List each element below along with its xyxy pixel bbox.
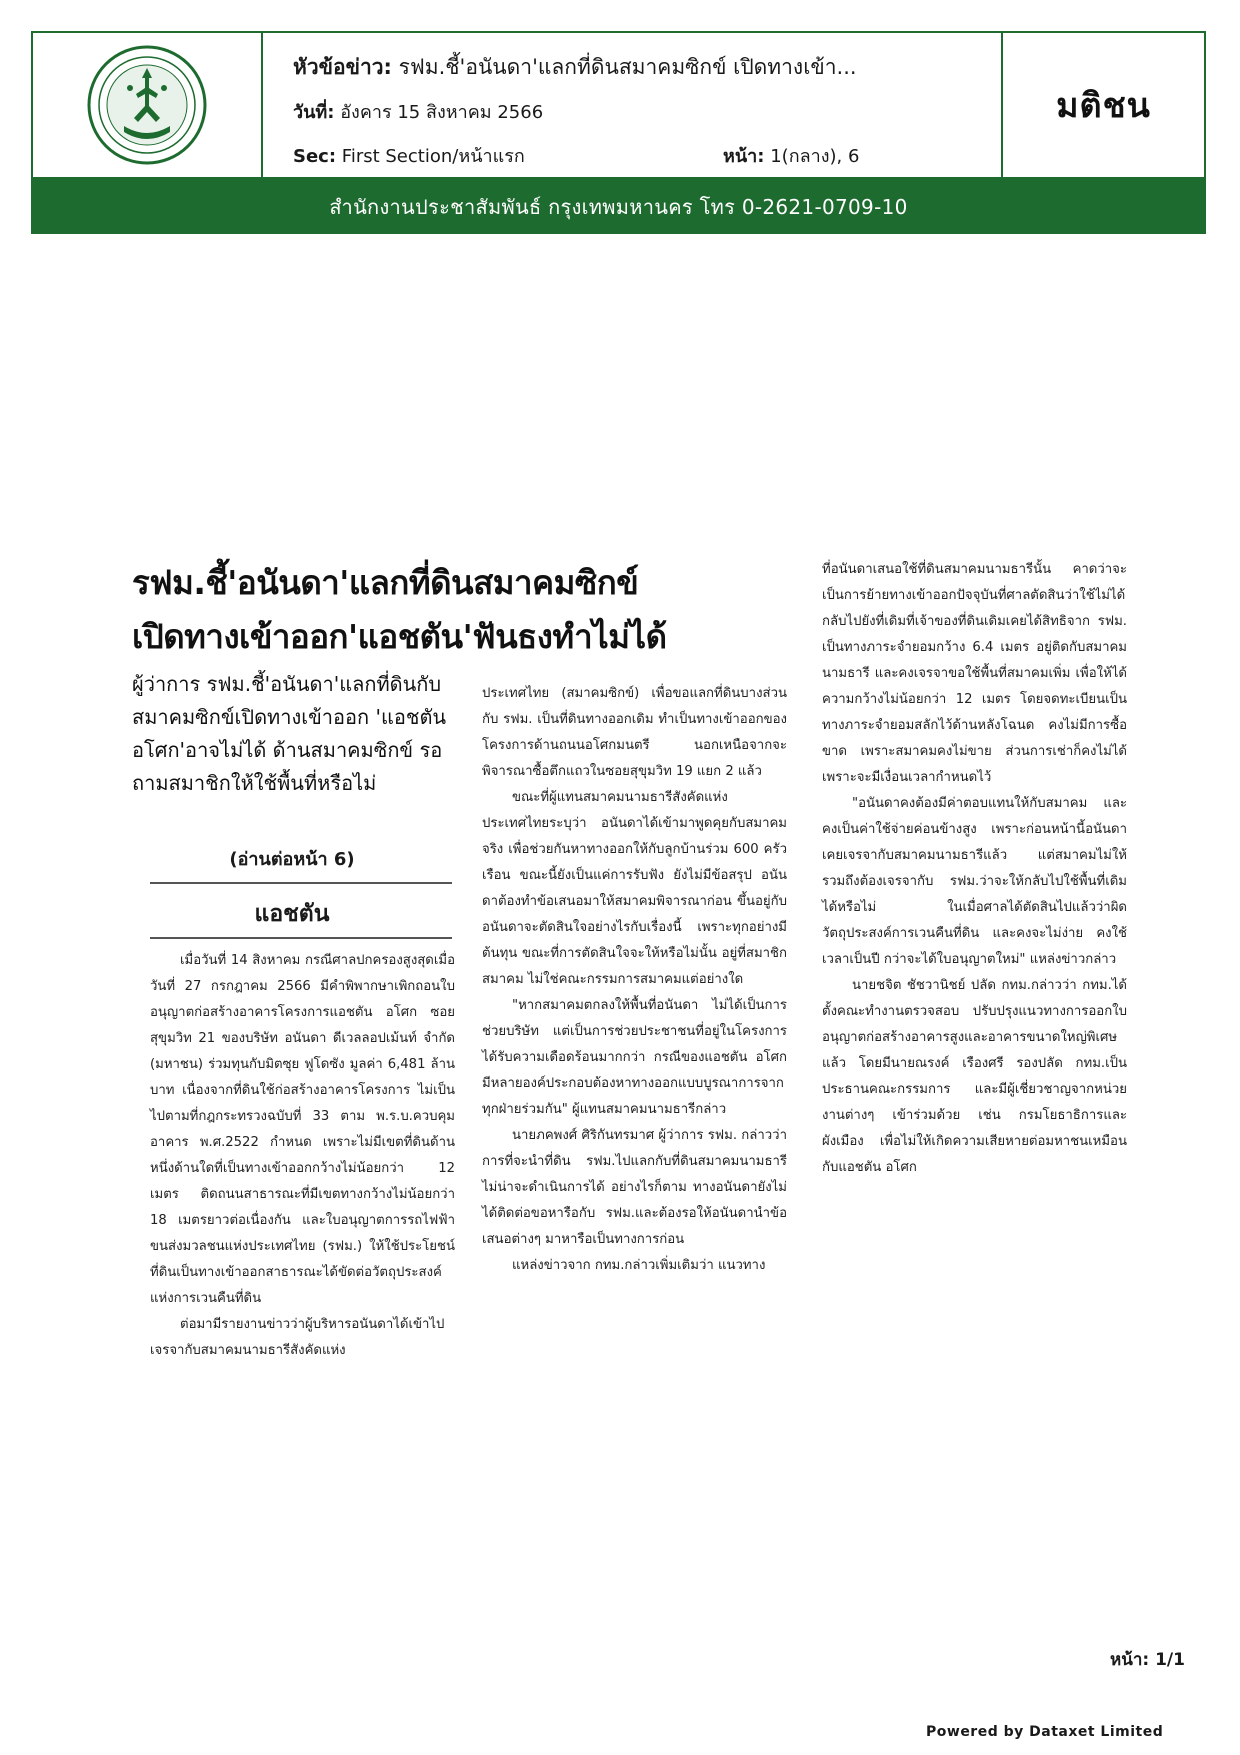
bangkok-seal-icon <box>86 44 208 166</box>
paragraph: "อนันดาคงต้องมีค่าตอบแทนให้กับสมาคม และคงเป็นค่าใช้จ่ายค่อนข้างสูง เพราะก่อนหน้านี้อนันดาเคยเจรจากับสมาคมนามธารีแล้ว แต่สมาคมไม่ให้ รวมถึงต้องเจรจากับ รฟม.ว่าจะให้กลับไปใช้พื้นที่เดิมได้หรือไม่ ในเมื่อศาลได้ตัดสินไปแล้วว่าผิดวัตถุประสงค์การเวนคืนที่ดิน และคงจะไม่ง่าย คงใช้เวลาเป็นปี กว่าจะได้ใบอนุญาตใหม่" แหล่งข่าวกล่าว <box>822 796 1127 967</box>
contact-bar: สำนักงานประชาสัมพันธ์ กรุงเทพมหานคร โทร 0-2621-0709-10 <box>31 179 1206 234</box>
paragraph: เมื่อวันที่ 14 สิงหาคม กรณีศาลปกครองสูงสุดเมื่อวันที่ 27 กรกฎาคม 2566 มีคำพิพากษาเพิกถอนใบอนุญาตก่อสร้างอาคารโครงการแอชตัน อโศก ซอยสุขุมวิท 21 ของบริษัท อนันดา ดีเวลลอปเม้นท์ จำกัด (มหาชน) ร่วมทุนกับมิตซุย ฟูโดซัง มูลค่า 6,481 ล้านบาท เนื่องจากที่ดินใช้ก่อสร้างอาคารโครงการ ไม่เป็นไปตามที่กฎกระทรวงฉบับที่ 33 ตาม พ.ร.บ.ควบคุมอาคาร พ.ศ.2522 กำหนด เพราะไม่มีเขตที่ดินด้านหนึ่งด้านใดที่เป็นทางเข้าออกกว้างไม่น้อยกว่า 12 เมตร ติดถนนสาธารณะที่มีเขตทางกว้างไม่น้อยกว่า 18 เมตรยาวต่อเนื่องกัน และใบอนุญาตการรถไฟฟ้าขนส่งมวลชนแห่งประเทศไทย (รฟม.) ให้ใช้ประโยชน์ที่ดินเป็นทางเข้าออกสาธารณะได้ขัดต่อวัตถุประสงค์แห่งการเวนคืนที่ดิน <box>150 953 455 1306</box>
page-number: หน้า: 1/1 <box>1110 1650 1185 1670</box>
clipping-header <box>31 31 1206 179</box>
paragraph: ขณะที่ผู้แทนสมาคมนามธารีสังคัดแห่งประเทศไทยระบุว่า อนันดาได้เข้ามาพูดคุยกับสมาคมจริง เพื่อช่วยกันหาทางออกให้กับลูกบ้านร่วม 600 ครัวเรือน ขณะนี้ยังเป็นแค่การรับฟัง ยังไม่มีข้อสรุป อนันดาต้องทำข้อเสนอมาให้สมาคมพิจารณาก่อน ขึ้นอยู่กับอนันดาจะตัดสินใจอย่างไรกับเรื่องนี้ เพราะทุกอย่างมีต้นทุน ขณะที่การตัดสินใจจะให้หรือไม่นั้น อยู่ที่สมาชิกสมาคม ไม่ใช่คณะกรรมการสมาคมแต่อย่างใด <box>482 790 787 987</box>
article-column-2 <box>482 681 787 1279</box>
continued-note: (อ่านต่อหน้า 6) <box>229 849 355 870</box>
headline-value: รฟม.ชี้'อนันดา'แลกที่ดินสมาคมซิกข์ เปิดทางเข้า... <box>398 55 857 79</box>
headline-line-1: รฟม.ชี้'อนันดา'แลกที่ดินสมาคมซิกข์ <box>132 563 639 602</box>
sec-value: First Section/หน้าแรก <box>341 146 525 167</box>
headline-line <box>293 51 857 84</box>
sec-label: Sec: <box>293 146 337 167</box>
date-label: วันที่: <box>293 102 335 123</box>
article-column-1 <box>150 948 455 1364</box>
paragraph: "หากสมาคมตกลงให้พื้นที่อนันดา ไม่ได้เป็นการช่วยบริษัท แต่เป็นการช่วยประชาชนที่อยู่ในโครงการได้รับความเดือดร้อนมากกว่า กรณีของแอชตัน อโศก มีหลายองค์ประกอบต้องหาทางออกแบบบูรณาการจากทุกฝ่ายร่วมกัน" ผู้แทนสมาคมนามธารีกล่าว <box>482 998 787 1117</box>
article-column-3 <box>822 557 1127 1181</box>
date-line <box>293 97 543 126</box>
page-ref <box>723 141 859 170</box>
page-label: หน้า: <box>723 146 765 167</box>
publisher-logo: มติชน <box>1056 86 1151 126</box>
paragraph: นายภคพงศ์ ศิริกันทรมาศ ผู้ว่าการ รฟม. กล่าวว่า การที่จะนำที่ดิน รฟม.ไปแลกกับที่ดินสมาคมนามธารีไม่น่าจะดำเนินการได้ อย่างไรก็ตาม ทางอนันดายังไม่ได้ติดต่อขอหารือกับ รฟม.และต้องรอให้อนันดานำข้อเสนอต่างๆ มาหารือเป็นทางการก่อน <box>482 1128 787 1247</box>
paragraph: ที่อนันดาเสนอใช้ที่ดินสมาคมนามธารีนั้น คาดว่าจะเป็นการย้ายทางเข้าออกปัจจุบันที่ศาลตัดสินว่าใช้ไม่ได้ กลับไปยังที่เดิมที่เจ้าของที่ดินเดิมเคยได้สิทธิจาก รฟม. เป็นทางภาระจำยอมกว้าง 6.4 เมตร อยู่ติดกับสมาคมนามธารี และคงเจรจาขอใช้พื้นที่สมาคมเพิ่ม เพื่อให้ได้ความกว้างไม่น้อยกว่า 12 เมตร โดยจดทะเบียนเป็นทางภาระจำยอมสลักไว้ด้านหลังโฉนด คงไม่มีการซื้อขาด เพราะสมาคมคงไม่ขาย ส่วนการเช่าก็คงไม่ได้ เพราะจะมีเงื่อนเวลากำหนดไว้ <box>822 562 1127 785</box>
headline-label: หัวข้อข่าว: <box>293 55 392 79</box>
sec-line <box>293 141 525 170</box>
paragraph: นายชจิต ชัชวานิชย์ ปลัด กทม.กล่าวว่า กทม.ได้ตั้งคณะทำงานตรวจสอบ ปรับปรุงแนวทางการออกใบอนุญาตก่อสร้างอาคารสูงและอาคารขนาดใหญ่พิเศษแล้ว โดยมีนายณรงค์ เรืองศรี รองปลัด กทม.เป็นประธานคณะกรรมการ และมีผู้เชี่ยวชาญจากหน่วยงานต่างๆ เข้าร่วมด้วย เช่น กรมโยธาธิการและผังเมือง เพื่อไม่ให้เกิดความเสียหายต่อมหาชนเหมือนกับแอชตัน อโศก <box>822 978 1127 1175</box>
paragraph: ประเทศไทย (สมาคมซิกข์) เพื่อขอแลกที่ดินบางส่วนกับ รฟม. เป็นที่ดินทางออกเดิม ทำเป็นทางเข้าออกของโครงการด้านถนนอโศกมนตรี นอกเหนือจากจะพิจารณาซื้อตึกแถวในซอยสุขุมวิท 19 แยก 2 แล้ว <box>482 686 787 779</box>
headline-line-2: เปิดทางเข้าออก'แอชตัน'ฟันธงทำไม่ได้ <box>132 617 667 656</box>
info-cell <box>263 33 1003 177</box>
paragraph: แหล่งข่าวจาก กทม.กล่าวเพิ่มเติมว่า แนวทาง <box>512 1258 766 1273</box>
divider <box>150 882 452 884</box>
article-headline <box>132 556 792 664</box>
logo-cell <box>33 33 263 177</box>
brand-cell <box>1003 33 1204 177</box>
page-value: 1(กลาง), 6 <box>770 146 860 167</box>
article-subhead: แอชตัน <box>254 901 330 927</box>
divider <box>150 937 452 939</box>
date-value: อังคาร 15 สิงหาคม 2566 <box>340 102 544 123</box>
paragraph: ต่อมามีรายงานข่าวว่าผู้บริหารอนันดาได้เข้าไปเจรจากับสมาคมนามธารีสังคัดแห่ง <box>150 1317 445 1358</box>
article-lead: ผู้ว่าการ รฟม.ชี้'อนันดา'แลกที่ดินกับสมาคมซิกข์เปิดทางเข้าออก 'แอชตันอโศก'อาจไม่ได้ ด้านสมาคมซิกข์ รอถามสมาชิกให้ใช้พื้นที่หรือไม่ <box>132 672 447 795</box>
powered-by: Powered by Dataxet Limited <box>926 1724 1164 1740</box>
